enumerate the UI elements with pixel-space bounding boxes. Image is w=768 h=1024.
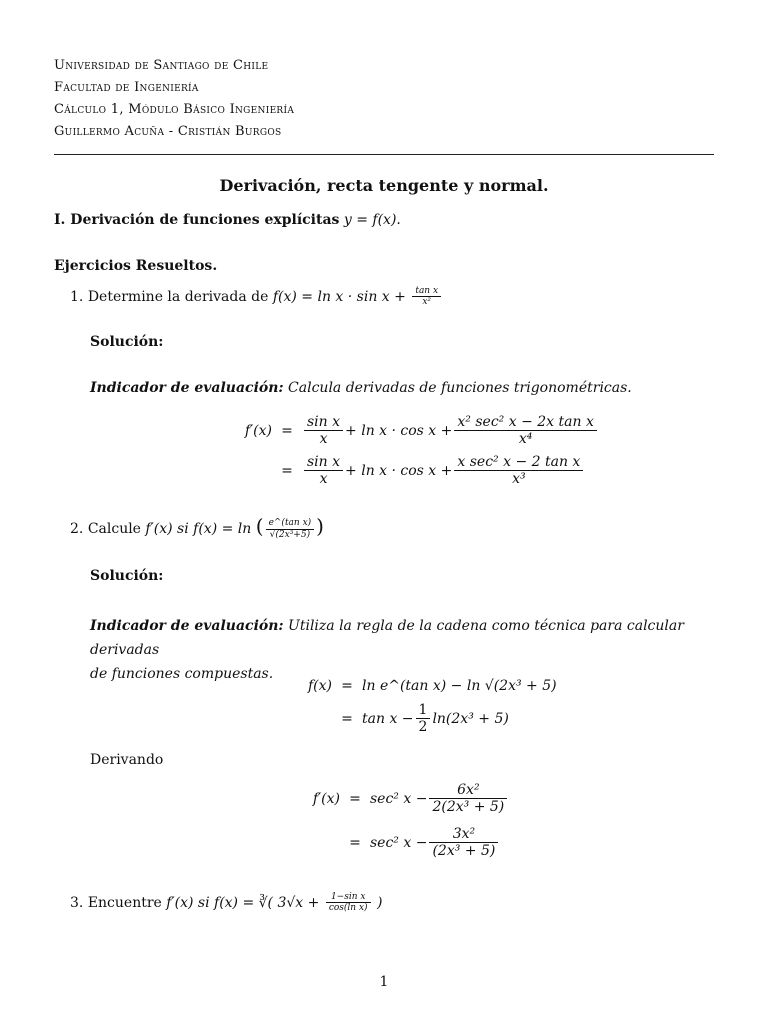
indicator-text: Calcula derivadas de funciones trigonométricas. <box>288 380 632 396</box>
exercise-1-fraction <box>412 286 441 308</box>
exercise-3-math-tail: ) <box>377 894 383 911</box>
equals-sign: = <box>349 790 361 807</box>
equation-lhs: f(x) <box>307 678 332 694</box>
fraction-numerator: tan x <box>412 286 441 297</box>
indicator-text-line-2: de funciones compuestas. <box>90 666 274 682</box>
equation-fraction <box>454 414 596 447</box>
indicator-text-line-1: Utiliza la regla de la cadena como técnica para calcular derivadas <box>90 618 684 658</box>
equation-middle: + ln x · cos x + <box>345 422 453 439</box>
section-heading-math: y = f(x). <box>343 212 401 228</box>
equation-rhs-part-a: sec² x − <box>370 834 428 851</box>
exercise-1-math: f(x) = ln x · sin x + <box>272 288 406 305</box>
fraction-denominator: √(2x³+5) <box>269 529 311 540</box>
fraction-numerator: x sec² x − 2 tan x <box>454 454 583 471</box>
exercise-2-equation-3 <box>300 782 509 815</box>
exercise-1-equation-2 <box>232 454 585 487</box>
exercise-2-indicator <box>90 614 716 686</box>
fraction-denominator: x⁴ <box>518 431 533 448</box>
exercise-1-prompt <box>70 286 443 308</box>
equation-rhs: ln e^(tan x) − ln √(2x³ + 5) <box>362 678 557 694</box>
document-title: Derivación, recta tengente y normal. <box>219 176 549 195</box>
equation-fraction <box>429 782 507 815</box>
exercise-1-number: 1. <box>70 288 84 305</box>
indicator-label: Indicador de evaluación: <box>90 380 284 396</box>
header-course: Cálculo 1, Módulo Básico Ingeniería <box>54 102 295 117</box>
fraction-denominator: 2(2x³ + 5) <box>432 799 505 816</box>
page-number: 1 <box>379 974 389 990</box>
equation-lhs: f′(x) <box>312 790 340 807</box>
section-heading <box>54 212 401 228</box>
exercise-1-solution-label: Solución: <box>90 334 164 350</box>
header-authors: Guillermo Acuña - Cristián Burgos <box>54 124 282 139</box>
exercise-1-text: Determine la derivada de <box>87 288 269 305</box>
equation-fraction <box>304 414 343 447</box>
equation-rhs-part-a: tan x − <box>362 710 414 727</box>
equation-fraction <box>454 454 583 487</box>
equals-sign: = <box>341 678 353 694</box>
fraction-denominator: x <box>319 431 328 448</box>
fraction-denominator: cos(ln x) <box>328 903 368 914</box>
fraction-numerator: x² sec² x − 2x tan x <box>454 414 596 431</box>
equation-fraction <box>416 702 431 735</box>
exercise-1-equation-1 <box>232 414 599 447</box>
equals-sign: = <box>341 710 353 727</box>
exercise-1-indicator <box>90 380 632 396</box>
fraction-denominator: x² <box>422 297 432 308</box>
exercise-3-prompt <box>70 892 382 914</box>
exercise-3-math: f′(x) si f(x) = ∛( 3√x + <box>166 894 320 911</box>
equation-middle: + ln x · cos x + <box>345 462 453 479</box>
exercise-3-text: Encuentre <box>87 894 162 911</box>
header-rule <box>54 154 714 155</box>
equation-lhs: f′(x) <box>244 422 272 439</box>
exercise-2-number: 2. <box>70 521 84 537</box>
indicator-label: Indicador de evaluación: <box>90 618 284 634</box>
equation-rhs-part-b: ln(2x³ + 5) <box>432 710 509 727</box>
header-faculty: Facultad de Ingeniería <box>54 80 199 95</box>
solved-exercises-heading: Ejercicios Resueltos. <box>54 258 218 274</box>
exercise-2-equation-1 <box>296 678 557 694</box>
exercise-2-equation-4 <box>300 826 500 859</box>
equals-sign: = <box>349 834 361 851</box>
fraction-denominator: (2x³ + 5) <box>432 843 496 860</box>
close-paren: ) <box>316 514 324 538</box>
exercise-2-prompt <box>70 514 324 540</box>
exercise-2-math: f′(x) si f(x) = ln <box>145 521 252 537</box>
fraction-numerator: sin x <box>304 414 343 431</box>
exercise-2-fraction <box>266 518 315 540</box>
fraction-numerator: 1 <box>416 702 431 719</box>
equals-sign: = <box>281 422 293 439</box>
fraction-numerator: e^(tan x) <box>266 518 315 529</box>
open-paren: ( <box>255 514 264 538</box>
section-heading-text: I. Derivación de funciones explícitas <box>54 212 340 228</box>
fraction-numerator: 6x² <box>429 782 507 799</box>
fraction-denominator: 2 <box>418 719 428 736</box>
exercise-3-fraction <box>326 892 371 914</box>
equals-sign: = <box>281 462 293 479</box>
fraction-numerator: 1−sin x <box>326 892 371 903</box>
fraction-numerator: 3x² <box>429 826 498 843</box>
equation-fraction <box>429 826 498 859</box>
equation-fraction <box>304 454 343 487</box>
fraction-denominator: x³ <box>512 471 526 488</box>
equation-rhs-part-a: sec² x − <box>370 790 428 807</box>
exercise-2-equation-2 <box>296 702 509 735</box>
exercise-2-solution-label: Solución: <box>90 568 164 584</box>
fraction-denominator: x <box>319 471 328 488</box>
fraction-numerator: sin x <box>304 454 343 471</box>
header-university: Universidad de Santiago de Chile <box>54 58 269 73</box>
derivando-text: Derivando <box>90 752 164 768</box>
exercise-3-number: 3. <box>70 894 84 911</box>
exercise-2-text: Calcule <box>87 521 141 537</box>
